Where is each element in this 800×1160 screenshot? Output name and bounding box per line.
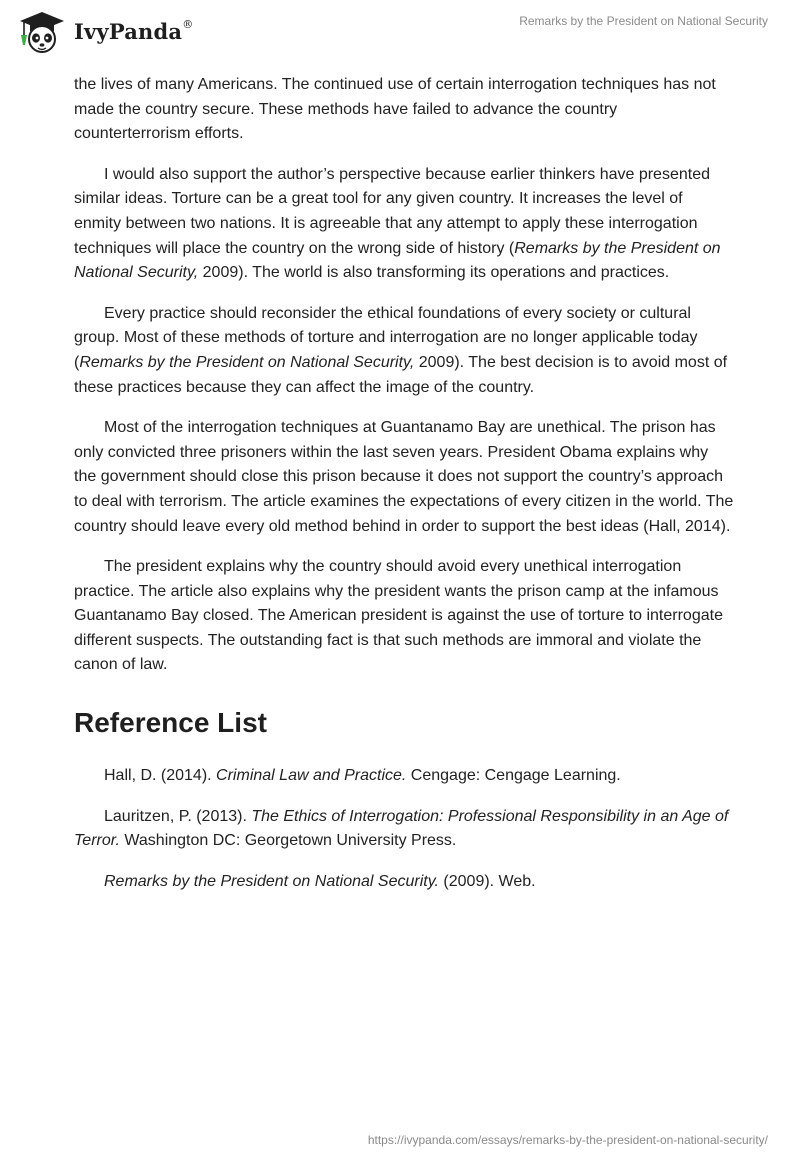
document-title: Remarks by the President on National Security: [519, 14, 768, 28]
panda-graduation-icon: [16, 9, 68, 55]
page-header: [0, 0, 800, 70]
essay-content: [74, 73, 734, 910]
reference-item: Lauritzen, P. (2013). The Ethics of Interrogation: Professional Responsibility in an Age of Terror. Washington DC: Georgetown University Press.: [74, 807, 729, 850]
paragraph-2: I would also support the author’s perspective because earlier thinkers have presented similar ideas. Torture can be a great tool for any given country. It increases the level of enmity between two nations. It is agreeable that any attempt to apply these interrogation techniques will place the country on the wrong side of history (Remarks by the President on National Security, 2009). The world is also transforming its operations and practices.: [74, 165, 721, 282]
reference-item: Hall, D. (2014). Criminal Law and Practice. Cengage: Cengage Learning.: [104, 767, 621, 785]
paragraph-3: Every practice should reconsider the ethical foundations of every society or cultural group. Most of these methods of torture and interrogation are no longer applicable today (Remarks by the President on National Security, 2009). The best decision is to avoid most of these practices because they can affect the image of the country.: [74, 304, 728, 396]
reference-item: Remarks by the President on National Security. (2009). Web.: [104, 872, 536, 890]
paragraph-1: the lives of many Americans. The continued use of certain interrogation techniques has not made the country secure. These methods have failed to advance the country counterterrorism efforts.: [74, 76, 716, 143]
paragraph-5: The president explains why the country should avoid every unethical interrogation practice. The article also explains why the president wants the prison camp at the infamous Guantanamo Bay closed. The American president is against the use of torture to interrogate different suspects. The outstanding fact is that such methods are immoral and violate the canon of law.: [74, 558, 723, 674]
reference-list-heading: Reference List: [74, 707, 267, 739]
ivypanda-logo[interactable]: [16, 9, 193, 55]
paragraph-4: Most of the interrogation techniques at Guantanamo Bay are unethical. The prison has only convicted three prisoners within the last seven years. President Obama explains why the government should close this prison because it does not support the country’s approach to deal with terrorism. The article examines the expectations of every citizen in the world. The country should leave every old method behind in order to support the best ideas (Hall, 2014).: [74, 419, 734, 535]
source-url[interactable]: https://ivypanda.com/essays/remarks-by-the-president-on-national-security/: [367, 1133, 768, 1147]
logo-wordmark: IvyPanda®: [74, 17, 194, 44]
